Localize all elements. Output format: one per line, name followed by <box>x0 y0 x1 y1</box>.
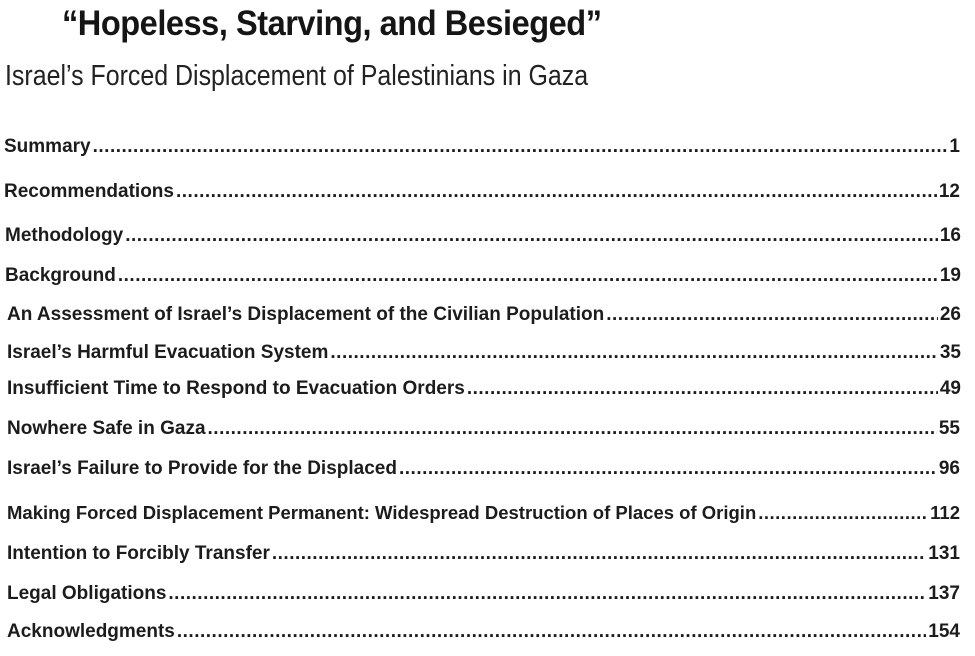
toc-page-number: 154 <box>928 621 960 642</box>
toc-entry-methodology[interactable] <box>5 223 961 249</box>
toc-entry-label: Legal Obligations <box>7 583 167 604</box>
toc-dot-leader <box>606 302 938 328</box>
toc-entry-label: Making Forced Displacement Permanent: Widespread Destruction of Places of Origin <box>7 502 757 523</box>
toc-dot-leader <box>208 416 937 442</box>
toc-entry-insufficient-time[interactable] <box>7 376 961 402</box>
toc-dot-leader <box>168 581 926 607</box>
toc-page-number: 49 <box>939 378 961 399</box>
document-title: “Hopeless, Starving, and Besieged” <box>62 4 602 43</box>
toc-page-number: 26 <box>939 304 961 325</box>
toc-entry-background[interactable] <box>5 263 961 289</box>
toc-entry-legal-obligations[interactable] <box>7 581 960 607</box>
toc-entry-label: Intention to Forcibly Transfer <box>7 543 270 564</box>
toc-entry-label: Acknowledgments <box>7 621 175 642</box>
toc-entry-intention-to-transfer[interactable] <box>7 541 960 567</box>
toc-page-number: 12 <box>938 181 960 202</box>
toc-dot-leader <box>118 263 938 289</box>
toc-page-number: 19 <box>939 265 961 286</box>
toc-entry-failure-to-provide[interactable] <box>7 456 960 482</box>
toc-entry-label: An Assessment of Israel’s Displacement of the Civilian Population <box>7 304 605 325</box>
document-subtitle: Israel’s Forced Displacement of Palestinians in Gaza <box>5 60 589 92</box>
toc-entry-forced-displacement-permanent[interactable] <box>7 500 960 526</box>
toc-entry-summary[interactable] <box>4 134 960 160</box>
toc-dot-leader <box>272 541 926 567</box>
toc-dot-leader <box>93 134 948 160</box>
toc-entry-label: Nowhere Safe in Gaza <box>7 418 206 439</box>
toc-entry-acknowledgments[interactable] <box>7 619 960 645</box>
toc-entry-label: Insufficient Time to Respond to Evacuation Orders <box>7 378 465 399</box>
toc-entry-label: Methodology <box>5 225 124 246</box>
toc-page-number: 137 <box>928 583 960 604</box>
toc-dot-leader <box>758 500 928 526</box>
toc-entry-nowhere-safe[interactable] <box>7 416 960 442</box>
toc-dot-leader <box>177 619 926 645</box>
toc-entry-recommendations[interactable] <box>4 179 960 205</box>
toc-dot-leader <box>330 340 937 366</box>
toc-page-number: 96 <box>938 458 960 479</box>
toc-entry-label: Israel’s Failure to Provide for the Displaced <box>7 458 397 479</box>
toc-entry-evacuation-system[interactable] <box>7 340 961 366</box>
toc-page-number: 112 <box>930 502 960 523</box>
toc-dot-leader <box>399 456 937 482</box>
toc-page-number: 35 <box>939 342 961 363</box>
toc-dot-leader <box>125 223 938 249</box>
toc-entry-assessment[interactable] <box>7 302 961 328</box>
toc-page-number: 16 <box>939 225 961 246</box>
toc-page-number: 55 <box>938 418 960 439</box>
toc-entry-label: Summary <box>4 136 91 157</box>
toc-entry-label: Background <box>5 265 116 286</box>
toc-dot-leader <box>467 376 938 402</box>
toc-entry-label: Israel’s Harmful Evacuation System <box>7 342 329 363</box>
toc-dot-leader <box>176 179 937 205</box>
toc-entry-label: Recommendations <box>4 181 174 202</box>
toc-page-number: 1 <box>949 136 960 157</box>
toc-page-number: 131 <box>928 543 960 564</box>
